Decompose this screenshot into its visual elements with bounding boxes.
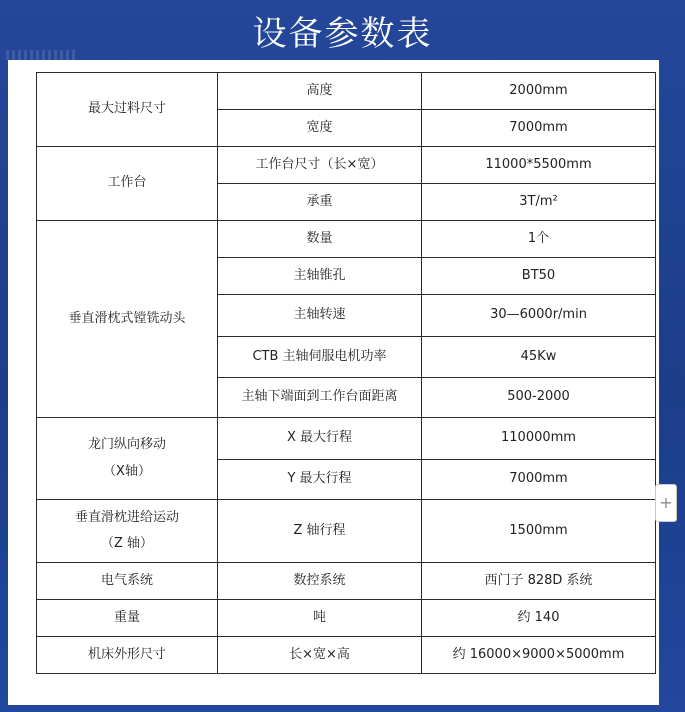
category-cell: 电气系统 — [37, 563, 218, 600]
param-cell: 主轴下端面到工作台面距离 — [218, 378, 422, 418]
table-row — [37, 221, 656, 258]
category-line: （X轴） — [103, 463, 151, 479]
param-cell: 长×宽×高 — [218, 637, 422, 674]
param-cell: 主轴转速 — [218, 295, 422, 337]
param-cell: CTB 主轴伺服电机功率 — [218, 337, 422, 378]
value-cell: 110000mm — [422, 418, 656, 460]
value-cell: 45Kw — [422, 337, 656, 378]
param-cell: 主轴锥孔 — [218, 258, 422, 295]
category-cell — [37, 500, 218, 563]
category-line: （Z 轴） — [100, 536, 154, 551]
param-cell: 高度 — [218, 73, 422, 110]
page-title: 设备参数表 — [252, 13, 433, 54]
value-cell: 500-2000 — [422, 378, 656, 418]
table-row — [37, 418, 656, 460]
expand-button[interactable]: + — [655, 484, 677, 522]
category-cell: 工作台 — [37, 147, 218, 221]
category-cell: 机床外形尺寸 — [37, 637, 218, 674]
param-cell: 承重 — [218, 184, 422, 221]
decorative-dots — [6, 50, 76, 60]
value-cell: 30—6000r/min — [422, 295, 656, 337]
param-cell: 宽度 — [218, 110, 422, 147]
param-cell: Y 最大行程 — [218, 460, 422, 500]
table-row — [37, 563, 656, 600]
value-cell: 3T/m² — [422, 184, 656, 221]
value-cell: BT50 — [422, 258, 656, 295]
param-cell: 数控系统 — [218, 563, 422, 600]
table-row — [37, 73, 656, 110]
category-line: 龙门纵向移动 — [87, 437, 166, 453]
category-cell — [37, 418, 218, 500]
category-line: 垂直滑枕进给运动 — [74, 509, 179, 525]
spec-panel — [8, 60, 659, 705]
category-cell: 最大过料尺寸 — [37, 73, 218, 147]
value-cell: 西门子 828D 系统 — [422, 563, 656, 600]
category-cell: 重量 — [37, 600, 218, 637]
value-cell: 1个 — [422, 221, 656, 258]
value-cell: 11000*5500mm — [422, 147, 656, 184]
param-cell: 数量 — [218, 221, 422, 258]
header-banner — [0, 0, 685, 60]
param-cell: 吨 — [218, 600, 422, 637]
table-row — [37, 637, 656, 674]
value-cell: 约 16000×9000×5000mm — [422, 637, 656, 674]
category-cell: 垂直滑枕式镗铣动头 — [37, 221, 218, 418]
value-cell: 1500mm — [422, 500, 656, 563]
value-cell: 7000mm — [422, 460, 656, 500]
value-cell: 约 140 — [422, 600, 656, 637]
value-cell: 2000mm — [422, 73, 656, 110]
table-row — [37, 600, 656, 637]
param-cell: 工作台尺寸（长×宽） — [218, 147, 422, 184]
value-cell: 7000mm — [422, 110, 656, 147]
param-cell: X 最大行程 — [218, 418, 422, 460]
table-row — [37, 500, 656, 563]
spec-table — [36, 72, 656, 674]
table-row — [37, 147, 656, 184]
param-cell: Z 轴行程 — [218, 500, 422, 563]
